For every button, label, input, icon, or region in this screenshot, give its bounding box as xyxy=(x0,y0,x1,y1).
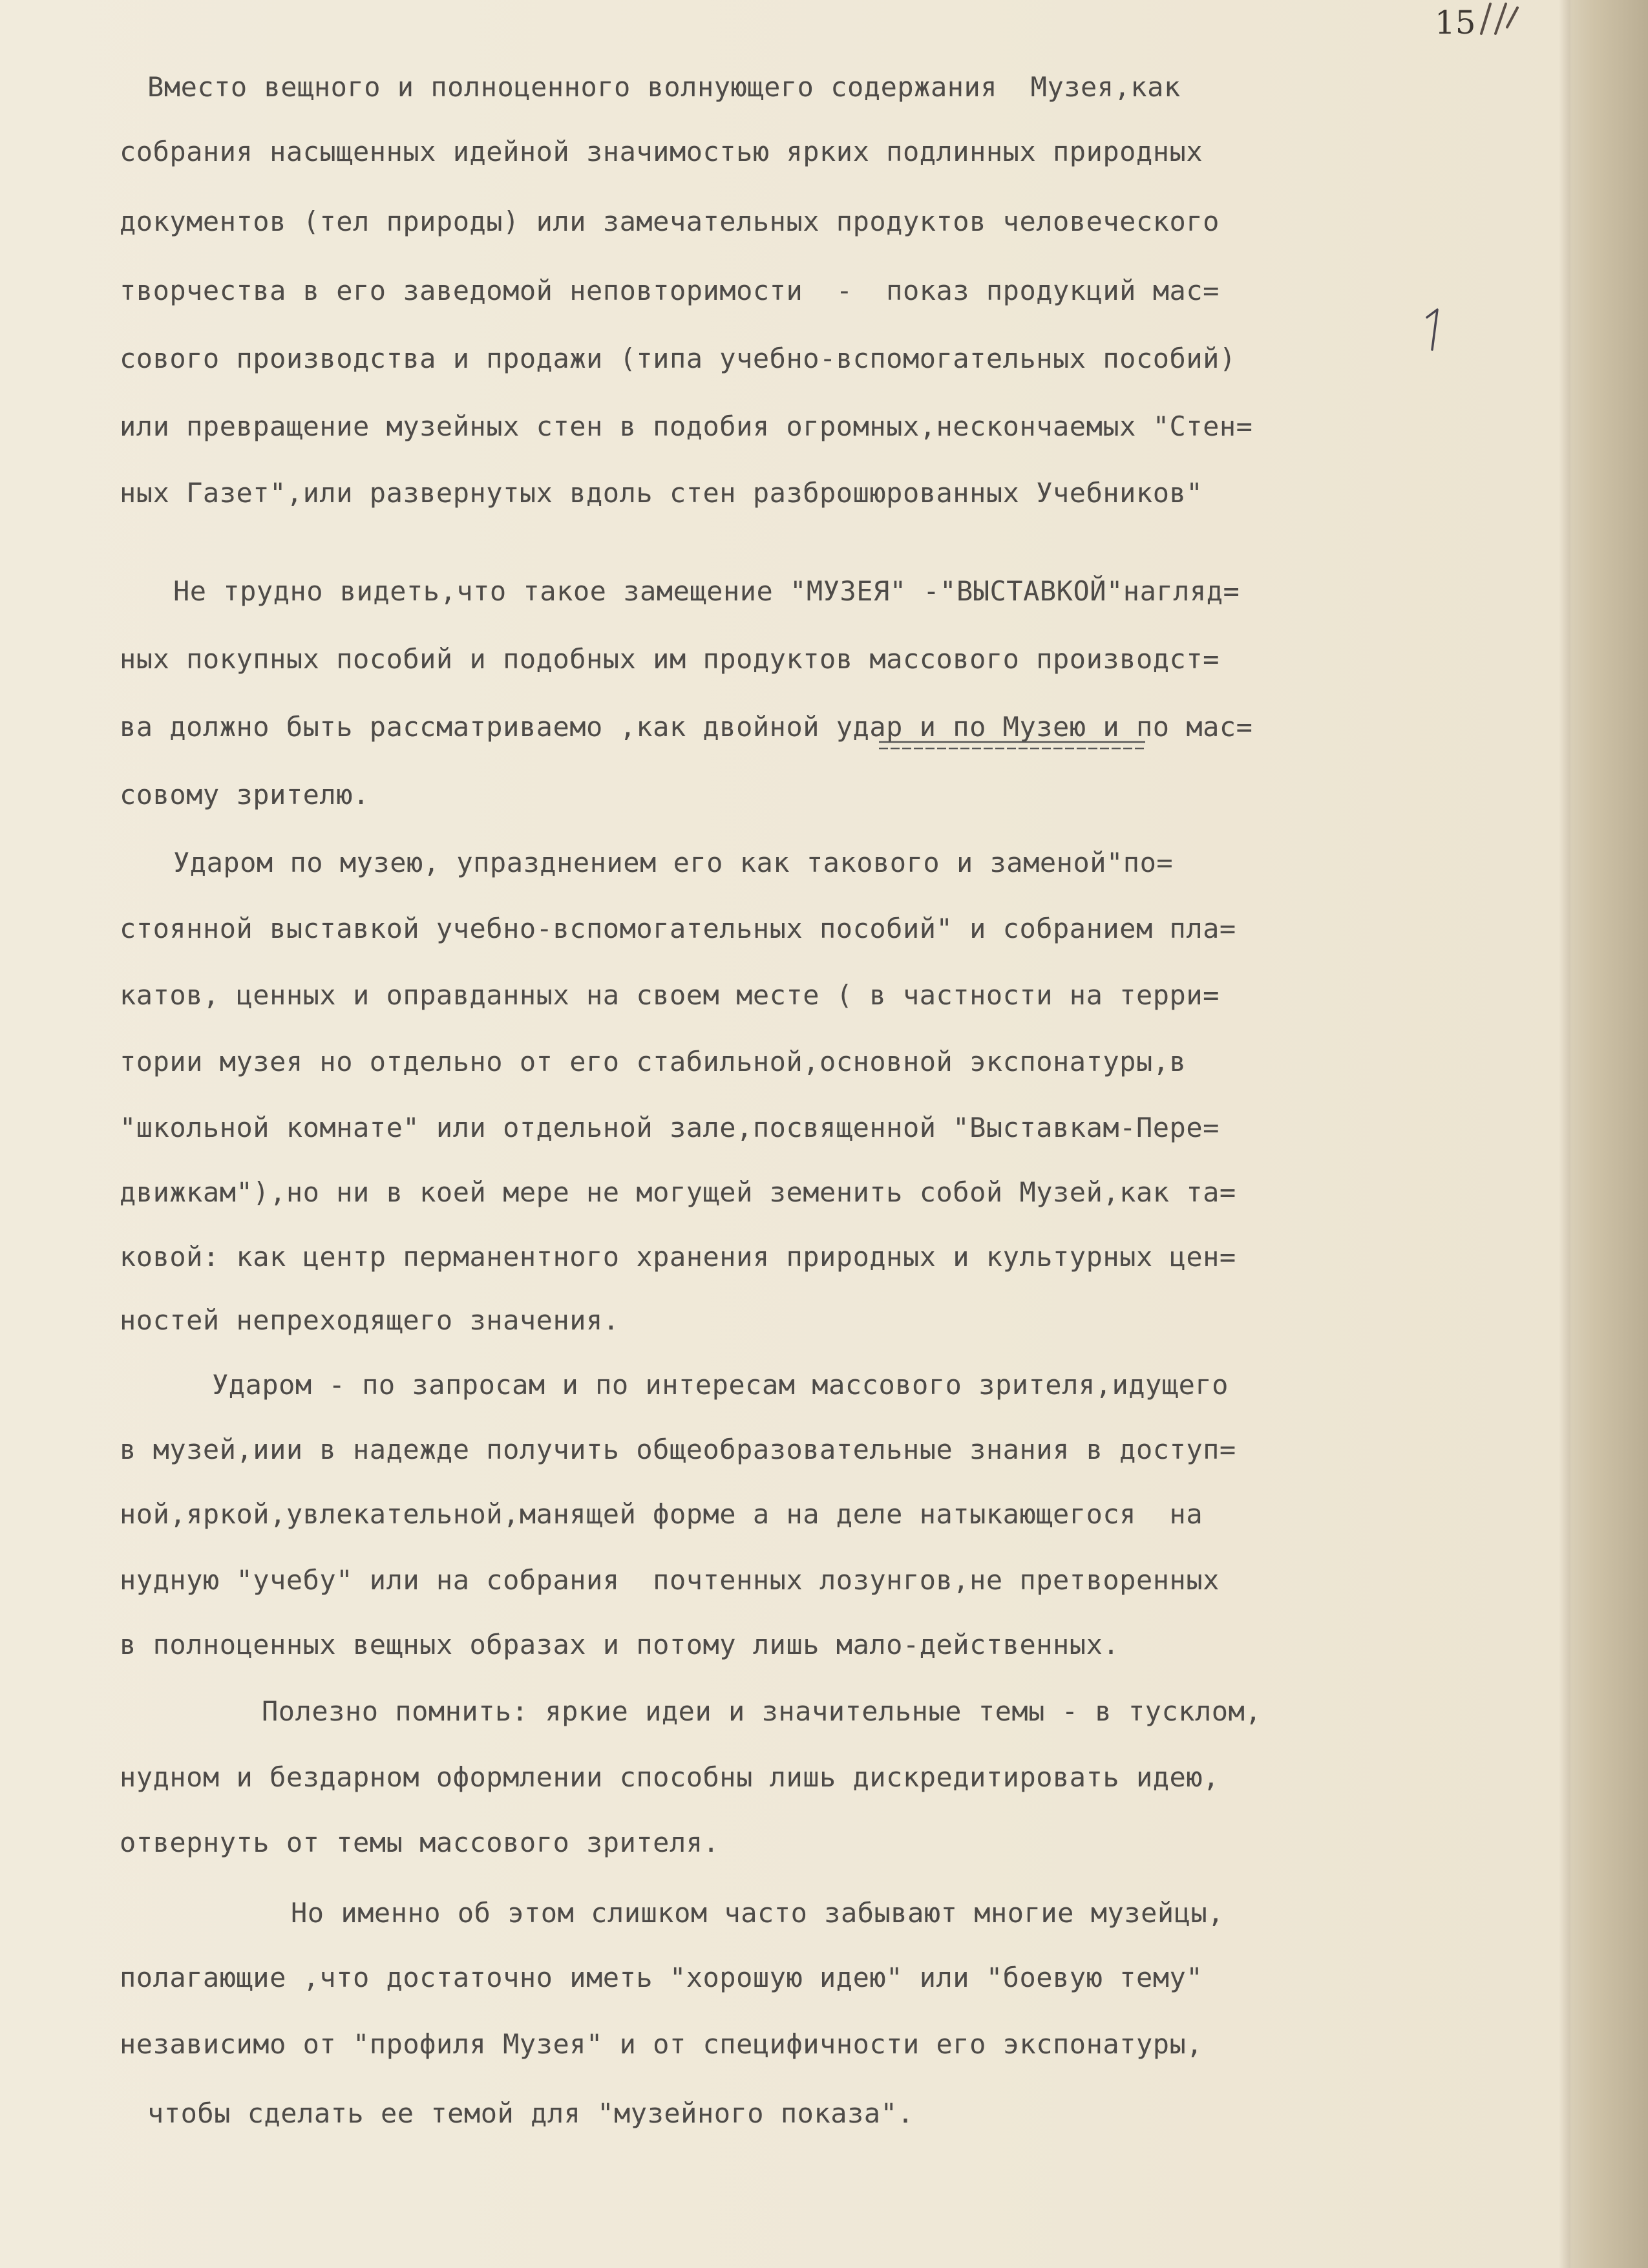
text-line: Ударом по музею, упразднением его как такового и заменой"по= xyxy=(173,847,1174,878)
text-line: собрания насыщенных идейной значимостью ярких подлинных природных xyxy=(120,136,1203,167)
text-line: катов, ценных и оправданных на своем месте ( в частности на терри= xyxy=(120,979,1220,1011)
text-line: нудном и бездарном оформлении способны лишь дискредитировать идею, xyxy=(120,1761,1220,1793)
text-line: Но именно об этом слишком часто забывают многие музейцы, xyxy=(291,1897,1225,1929)
text-line: в полноценных вещных образах и потому лишь мало-действенных. xyxy=(120,1629,1120,1660)
text-line: творчества в его заведомой неповторимости - показ продукций мас= xyxy=(120,275,1220,306)
page-number: 15 xyxy=(1435,4,1476,41)
text-line: тории музея но отдельно от его стабильной,основной экспонатуры,в xyxy=(120,1046,1187,1077)
text-line: Полезно помнить: яркие идеи и значительные темы - в тусклом, xyxy=(262,1695,1262,1727)
text-line: нудную "учебу" или на собрания почтенных лозунгов,не претворенных xyxy=(120,1564,1220,1596)
text-line: полагающие ,что достаточно иметь "хорошую идею" или "боевую тему" xyxy=(120,1962,1203,1993)
text-line: ва должно быть рассматриваемо ,как двойной удар и по Музею и по мас= xyxy=(120,711,1253,743)
text-line: ной,яркой,увлекательной,манящей форме а на деле натыкающегося на xyxy=(120,1498,1203,1530)
text-line: стоянной выставкой учебно-вспомогательных пособий" и собранием пла= xyxy=(120,913,1236,944)
text-line: ковой: как центр перманентного хранения природных и культурных цен= xyxy=(120,1241,1236,1273)
text-line: Не трудно видеть,что такое замещение "МУЗЕЯ" -"ВЫСТАВКОЙ"нагляд= xyxy=(173,575,1240,607)
text-line: движкам"),но ни в коей мере не могущей земенить собой Музей,как та= xyxy=(120,1176,1236,1208)
text-line: независимо от "профиля Музея" и от специфичности его экспонатуры, xyxy=(120,2028,1203,2060)
text-line: Вместо вещного и полноценного волнующего содержания Музея,как xyxy=(147,71,1181,103)
text-line: в музей,иии в надежде получить общеобразовательные знания в доступ= xyxy=(120,1434,1236,1465)
text-line: совому зрителю. xyxy=(120,779,370,811)
text-line: отвернуть от темы массового зрителя. xyxy=(120,1827,720,1858)
text-line: сового производства и продажи (типа учебно-вспомогательных пособий) xyxy=(120,343,1236,374)
text-line: ностей непреходящего значения. xyxy=(120,1304,620,1336)
text-line: Ударом - по запросам и по интересам массового зрителя,идущего xyxy=(212,1369,1229,1401)
double-underline xyxy=(879,740,1145,753)
text-line: ных покупных пособий и подобных им продуктов массового производст= xyxy=(120,643,1220,675)
text-line: или превращение музейных стен в подобия огромных,нескончаемых "Стен= xyxy=(120,410,1253,442)
text-line: ных Газет",или развернутых вдоль стен разброшюрованных Учебников" xyxy=(120,477,1203,509)
text-line: "школьной комнате" или отдельной зале,посвященной "Выставкам-Пере= xyxy=(120,1112,1220,1143)
text-line: документов (тел природы) или замечательных продуктов человеческого xyxy=(120,206,1220,237)
text-line: чтобы сделать ее темой для "музейного показа". xyxy=(147,2097,914,2129)
